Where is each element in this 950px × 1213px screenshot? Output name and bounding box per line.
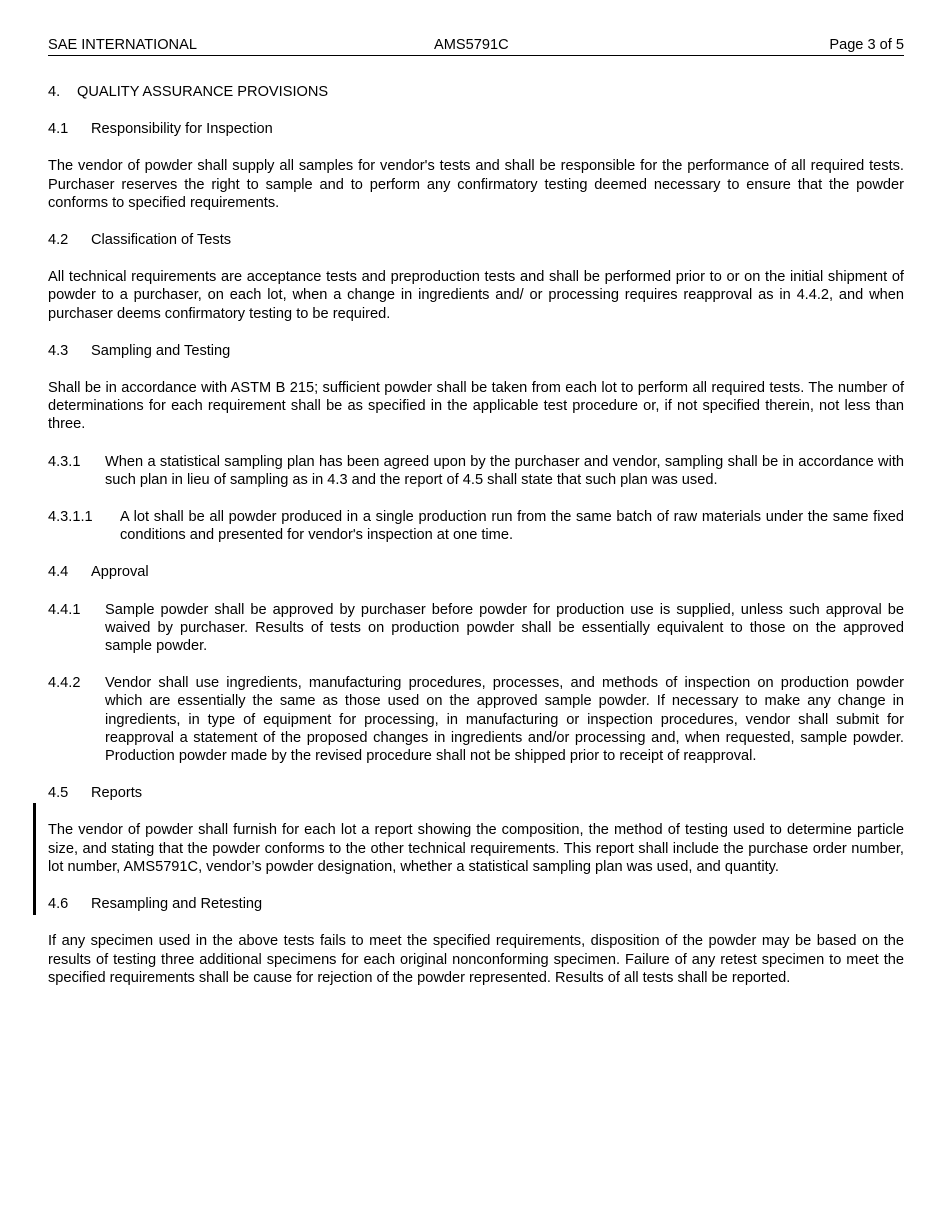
- document-page: [48, 36, 904, 987]
- section-4-5-text: The vendor of powder shall furnish for each lot a report showing the composition, the method of testing used to determine particle size, and stating that the powder conforms to the other technical requirements. This report shall include the purchase order number, lot number, AMS5791C, vendor’s powder designation, whether a statistical sampling plan was used, and quantity.: [48, 822, 904, 875]
- section-4-2-heading: [48, 231, 904, 249]
- header-doc-number: AMS5791C: [434, 37, 509, 53]
- section-4-3-1-1: [48, 508, 904, 544]
- section-number: 4.3: [48, 342, 69, 359]
- section-title: Responsibility for Inspection: [91, 121, 273, 138]
- section-number: 4.2: [48, 232, 69, 249]
- section-4-6-text: If any specimen used in the above tests fails to meet the specified requirements, disposition of the powder may be based on the results of testing three additional specimens for each original nonconforming specimen. Failure of any retest specimen to meet the specified requirements shall be cause for rejection of the powder represented. Results of all tests shall be reported.: [48, 933, 904, 986]
- section-4-1-text: The vendor of powder shall supply all samples for vendor's tests and shall be responsible for the performance of all required tests. Purchaser reserves the right to sample and to perform any confirmatory testing deemed necessary to ensure that the powder conforms to specified requirements.: [48, 158, 904, 211]
- section-number: 4.5: [48, 785, 69, 802]
- section-title: Reports: [91, 785, 143, 802]
- section-4-4-2: [48, 674, 904, 765]
- revision-change-bar: [33, 803, 36, 915]
- section-4-3-text: Shall be in accordance with ASTM B 215; sufficient powder shall be taken from each lot to perform all required tests. The number of determinations for each requirement shall be as specified in the applicable test procedure or, if not specified therein, not less than three.: [48, 380, 904, 433]
- header-page-number: Page 3 of 5: [829, 37, 904, 53]
- header-org: SAE INTERNATIONAL: [48, 37, 197, 53]
- section-4-5-heading: [48, 784, 904, 802]
- section-number: 4.4.1: [48, 601, 81, 618]
- section-number: 4.4.2: [48, 675, 81, 692]
- section-text: When a statistical sampling plan has been agreed upon by the purchaser and vendor, sampling shall be in accordance with such plan in lieu of sampling as in 4.3 and the report of 4.5 shall state that such plan was used.: [105, 453, 904, 488]
- section-text: Vendor shall use ingredients, manufacturing procedures, processes, and methods of inspection on production powder which are essentially the same as those used on the approved sample powder. If necessary to make any change in ingredients, in type of equipment for processing, in manufacturing or inspection procedures, vendor shall submit for reapproval a statement of the proposed changes in ingredients and/or processing and, when requested, sample powder. Production powder made by the revised procedure shall not be shipped prior to receipt of reapproval.: [105, 675, 904, 765]
- section-4-heading: [48, 83, 904, 101]
- section-text: A lot shall be all powder produced in a single production run from the same batch of raw materials under the same fixed conditions and presented for vendor's inspection at one time.: [120, 509, 904, 544]
- section-number: 4.1: [48, 121, 69, 138]
- section-number: 4.6: [48, 896, 69, 913]
- section-4-4-1: [48, 601, 904, 656]
- section-title: Classification of Tests: [91, 232, 232, 249]
- section-text: Sample powder shall be approved by purchaser before powder for production use is supplied, unless such approval be waived by purchaser. Results of tests on production powder shall be essentially equivalent to those on the approved sample powder.: [105, 601, 904, 655]
- section-4-6-heading: [48, 895, 904, 913]
- section-number: 4.: [48, 84, 61, 100]
- section-4-3-1: [48, 453, 904, 489]
- section-4-1-heading: [48, 120, 904, 138]
- section-title: QUALITY ASSURANCE PROVISIONS: [77, 84, 329, 100]
- section-4-2-text: All technical requirements are acceptance tests and preproduction tests and shall be performed prior to or on the initial shipment of powder to a purchaser, on each lot, when a change in ingredients and/ or processing requires reapproval as in 4.4.2, and when purchaser deems confirmatory testing to be required.: [48, 269, 904, 322]
- section-number: 4.4: [48, 564, 69, 581]
- section-number: 4.3.1.1: [48, 509, 93, 526]
- section-number: 4.3.1: [48, 453, 81, 470]
- section-title: Resampling and Retesting: [91, 896, 263, 913]
- section-title: Sampling and Testing: [91, 342, 231, 359]
- section-4-3-heading: [48, 342, 904, 360]
- section-4-4-heading: [48, 563, 904, 581]
- page-header: [48, 36, 904, 56]
- section-title: Approval: [91, 564, 149, 581]
